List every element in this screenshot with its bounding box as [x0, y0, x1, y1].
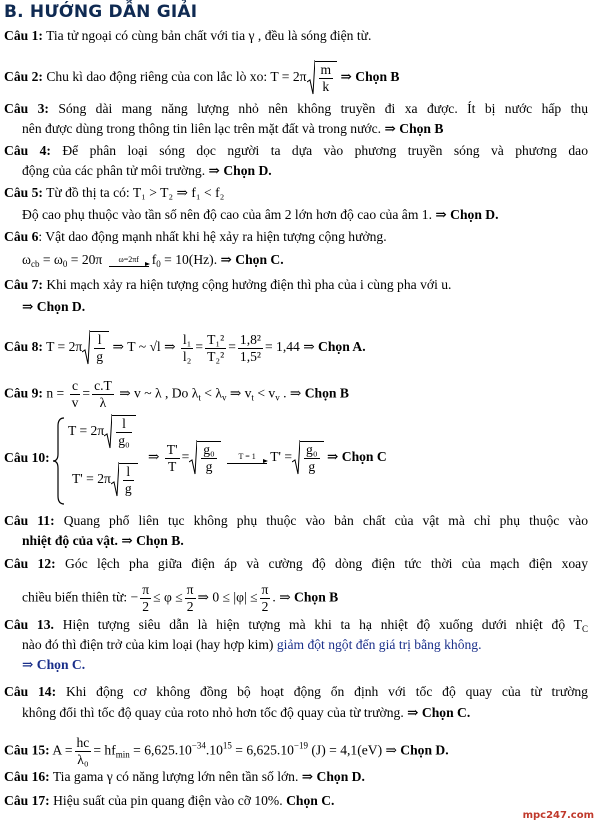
question-4-cont [22, 162, 272, 180]
q8-frac3 [238, 332, 263, 365]
q6-result: = 10(Hz). [160, 252, 218, 267]
question-13-answer [22, 656, 85, 674]
q10-sqrt1 [104, 414, 136, 450]
q12-label: Câu 12: [4, 556, 56, 571]
q5-text: Từ đồ thị ta có: [46, 185, 130, 200]
q8-label: Câu 8: [4, 339, 43, 355]
question-14-cont [22, 704, 470, 722]
q6-label: Câu 6 [4, 229, 39, 244]
q8-eq2: = [228, 339, 236, 355]
q2-num: m [320, 62, 332, 77]
question-5-cont [22, 206, 499, 224]
q10-r2d: g [124, 481, 132, 496]
q5-label: Câu 5: [4, 185, 43, 200]
q1-label: Câu 1: [4, 28, 43, 43]
q9-sub2: v [221, 392, 227, 403]
q12-frac1 [140, 582, 151, 615]
q12-frac3 [260, 582, 271, 615]
q5-answer: ⇒ Chọn D. [435, 207, 499, 222]
q10-brace [52, 416, 66, 506]
q12-f3n: π [261, 582, 269, 597]
q15-lhs: A = [52, 742, 73, 758]
q10-f2d: g [205, 459, 213, 474]
q6-text: : Vật dao động mạnh nhất khi hệ xảy ra hiện tượng cộng hưởng. [38, 229, 387, 244]
q9-mid5: . ⇒ [279, 385, 302, 401]
q14-line1: Khi động cơ không đồng bộ hoạt động ổn định với tốc độ quay của từ trường [65, 684, 588, 699]
question-4 [4, 142, 588, 160]
q8-answer: Chọn A. [318, 339, 366, 355]
q6-omega: ω [22, 252, 31, 267]
q9-lhs: n = [46, 385, 65, 401]
q8-f2n: T₁² [207, 331, 225, 347]
q17-label: Câu 17: [4, 793, 50, 808]
q9-f2d: λ [99, 395, 107, 410]
q12-f2d: 2 [186, 599, 194, 614]
q10-row2 [72, 462, 138, 498]
question-12-cont [22, 582, 338, 615]
q8-den: g [96, 349, 104, 364]
q6-answer: ⇒ Chọn C. [220, 252, 284, 267]
q9-mid2: < λ [200, 385, 222, 401]
q8-frac1 [181, 332, 194, 365]
q6-sub-0: 0 [62, 259, 68, 269]
q8-f3d: 1,5² [239, 348, 261, 364]
q9-mid4: < v [253, 385, 276, 401]
q4-line1: Để phân loại sóng dọc người ta dựa vào phương truyền sóng và phương dao [62, 143, 588, 158]
q15-answer: Chọn D. [400, 742, 449, 758]
q3-line1: Sóng dài mang năng lượng nhỏ nên không truyền đi xa được. Ít bị nước hấp thụ [58, 101, 588, 116]
question-5 [4, 184, 224, 202]
q6-eq: = ω [39, 252, 63, 267]
question-12 [4, 555, 588, 573]
q4-label: Câu 4: [4, 143, 51, 158]
q14-line2: không đổi thì tốc độ quay của roto nhỏ hơn tốc độ quay của từ trường. [22, 705, 404, 720]
q4-line2: động của các phân tử môi trường. [22, 163, 206, 178]
q10-res: T' = [270, 449, 293, 465]
question-6 [4, 228, 387, 246]
q16-text: Tia gama γ có năng lượng lớn nên tần số lớn. [52, 769, 299, 784]
q12-minus: − [130, 589, 139, 605]
q17-text: Hiệu suất của pin quang điện vào cỡ 10%. [53, 793, 283, 808]
q11-line2: nhiệt độ của vật. [22, 533, 118, 548]
q8-mid: ⇒ T ~ √l ⇒ [112, 339, 176, 355]
q9-mid3: ⇒ v [226, 385, 252, 401]
q17-answer: Chọn C. [286, 793, 335, 808]
q15-e3: −19 [293, 740, 308, 751]
q8-f3n: 1,8² [239, 331, 261, 347]
question-2 [4, 60, 400, 96]
q9-sub4: v [275, 392, 280, 403]
q15-e2: 15 [222, 740, 232, 751]
q5-formula: T₁ > T₂ ⇒ f₁ < f₂ [132, 185, 225, 200]
q6-sub-cb: cb [30, 259, 40, 269]
q10-f3d: g [308, 459, 316, 474]
question-3-cont [22, 120, 443, 138]
q15-label: Câu 15: [4, 742, 50, 758]
q2-den: k [322, 79, 330, 94]
question-6-formula [22, 251, 284, 273]
q2-text: Chu kì dao động riêng của con lắc lò xo: [46, 69, 268, 85]
q7-answer: ⇒ Chọn D. [22, 299, 86, 314]
q10-r2n: l [123, 464, 134, 481]
page-title: B. HƯỚNG DẪN GIẢI [4, 2, 198, 22]
q12-mid: ⇒ 0 ≤ |φ| ≤ [197, 589, 258, 605]
question-13-cont [22, 636, 482, 654]
q10-arrow-label: T = 1 [238, 452, 256, 461]
q8-sqrt [82, 330, 109, 366]
q6-f: f [151, 252, 157, 267]
q8-num: l [94, 332, 105, 349]
q3-line2: nên được dùng trong thông tin liên lạc trên mặt đất và trong nước. [22, 121, 382, 136]
q8-f2d: T₂² [207, 348, 225, 364]
question-8 [4, 330, 366, 366]
question-17 [4, 792, 334, 810]
question-11-cont [22, 532, 184, 550]
q8-f1n: l₁ [182, 331, 192, 347]
q2-sqrt [307, 60, 338, 96]
q9-f1n: c [70, 378, 81, 395]
q11-line1: Quang phổ liên tục không phụ thuộc vào bản chất của vật mà chỉ phụ thuộc vào [63, 513, 588, 528]
q10-sqrt2 [111, 462, 138, 498]
question-3 [4, 100, 588, 118]
q12-f1d: 2 [142, 599, 150, 614]
q3-answer: ⇒ Chọn B [384, 121, 444, 136]
q8-frac2 [205, 332, 226, 365]
q12-frac2 [185, 582, 196, 615]
question-14 [4, 683, 588, 701]
q5-line2: Độ cao phụ thuộc vào tần số nên độ cao của âm 2 lớn hơn độ cao của âm 1. [22, 207, 432, 222]
q10-f1n: T' [166, 441, 178, 457]
q10-r1n: l [116, 416, 132, 433]
q12-line2: chiều biến thiên từ: [22, 589, 128, 605]
q14-answer: ⇒ Chọn C. [407, 705, 471, 720]
q2-label: Câu 2: [4, 69, 43, 85]
q8-lhs: T = 2π [46, 339, 83, 355]
q10-r2: T' = 2π [72, 471, 111, 487]
question-15 [4, 735, 449, 768]
q6-sub-f0: 0 [156, 259, 161, 269]
q13-answer: ⇒ Chọn C. [22, 657, 86, 672]
q14-label: Câu 14: [4, 684, 57, 699]
q15-rest4: = 6,625.10 [231, 742, 294, 758]
q16-answer: ⇒ Chọn D. [301, 769, 365, 784]
q10-f1d: T [168, 458, 177, 474]
q11-answer: ⇒ Chọn B. [121, 533, 184, 548]
question-7 [4, 276, 451, 294]
q7-label: Câu 7: [4, 277, 43, 292]
q10-answer: ⇒ Chọn C [326, 449, 387, 465]
question-13 [4, 616, 588, 638]
q1-text: Tia tử ngoại có cùng bản chất với tia γ , đều là sóng điện từ. [46, 28, 372, 43]
question-9: Câu 9: n = $\frac{c}{v}$ = $\frac{c.T}{\lambda}$ ⇒ v ~ λ , Do $\lambda_t < \lambda_v$ ⇒ $v_t < v_v$ . ⇒ Chọn B [4, 378, 349, 410]
q9-f2n: c.T [94, 378, 112, 393]
q15-fd: λ₀ [77, 752, 89, 767]
q9-mid: ⇒ v ~ λ , Do λ [119, 385, 199, 401]
q2-answer: ⇒ Chọn B [340, 69, 400, 85]
q6-arrow-label: ω=2πf [118, 254, 139, 264]
q6-val: = 20π [67, 252, 103, 267]
q9-answer: Chọn B [304, 385, 349, 401]
q15-e1: −34 [191, 740, 206, 751]
q4-answer: ⇒ Chọn D. [208, 163, 272, 178]
q9-frac2 [92, 378, 114, 411]
q10-row1 [68, 414, 136, 450]
q3-label: Câu 3: [4, 101, 49, 116]
q8-result: = 1,44 ⇒ [264, 339, 315, 355]
q2-formula-lhs: T = 2π [270, 69, 307, 85]
q15-frac [75, 735, 92, 768]
q13-label: Câu 13. [4, 617, 54, 632]
q10-label: Câu 10: [4, 450, 50, 465]
q9-frac1 [70, 378, 81, 411]
question-7-cont [22, 298, 85, 316]
q10-f3n: g₀ [306, 442, 318, 457]
q15-fn: hc [76, 735, 90, 750]
q15-rest3: .10 [205, 742, 223, 758]
q10-result: ⇒ $\frac{T'}{T}$ = $\frac{\text{g₀}}{g}$ T = 1 T' = $\frac{\text{g₀}}{g}$ ⇒ Chọn C [148, 441, 387, 474]
q13-line2b: giảm đột ngột đến giá trị bằng không. [273, 637, 482, 652]
site-watermark: mpc247.com [522, 810, 594, 821]
q9-label: Câu 9: [4, 385, 43, 401]
q12-end: . ⇒ [272, 589, 291, 605]
q10-r1d: g₀ [118, 433, 130, 448]
q13-tc: C [581, 624, 588, 634]
q15-rest: = hf [93, 742, 116, 758]
q9-sub3: t [251, 392, 254, 403]
q12-line1: Góc lệch pha giữa điện áp và cường độ dòng điện tức thời của mạch điện xoay [65, 556, 589, 571]
q12-answer: Chọn B [294, 589, 339, 605]
question-16 [4, 768, 365, 786]
q15-rest2: = 6,625.10 [129, 742, 192, 758]
q13-line2a: nào đó thì điện trở của kim loại (hay hợp kim) [22, 637, 274, 652]
question-1 [4, 27, 371, 45]
q12-f1n: π [142, 582, 150, 597]
q11-label: Câu 11: [4, 513, 55, 528]
q16-label: Câu 16: [4, 769, 50, 784]
q8-f1d: l₂ [182, 348, 192, 364]
q10-eq: = [181, 449, 190, 465]
q15-rest5: (J) = 4,1(eV) ⇒ [308, 742, 397, 758]
q15-min: min [115, 749, 130, 760]
q10-arrow [227, 452, 267, 464]
question-11 [4, 512, 588, 530]
q9-f1d: v [71, 395, 79, 410]
q10-f2n: g₀ [203, 442, 215, 457]
q10-frac1 [165, 442, 180, 475]
q12-le: ≤ φ ≤ [153, 589, 183, 605]
q8-eq: = [195, 339, 204, 355]
q12-f2n: π [186, 582, 194, 597]
q12-f3d: 2 [261, 599, 269, 614]
q9-sub1: t [198, 392, 201, 403]
q10-sqrt4 [292, 440, 324, 476]
q6-arrow [109, 255, 149, 267]
q10-r1: T = 2π [68, 423, 105, 439]
q7-text: Khi mạch xảy ra hiện tượng cộng hưởng điện thì pha của i cùng pha với u. [46, 277, 452, 292]
q13-line1: Hiện tượng siêu dẫn là hiện tượng mà khi ta hạ nhiệt độ xuống dưới nhiệt độ T [62, 617, 582, 632]
q10-sqrt3 [189, 440, 221, 476]
